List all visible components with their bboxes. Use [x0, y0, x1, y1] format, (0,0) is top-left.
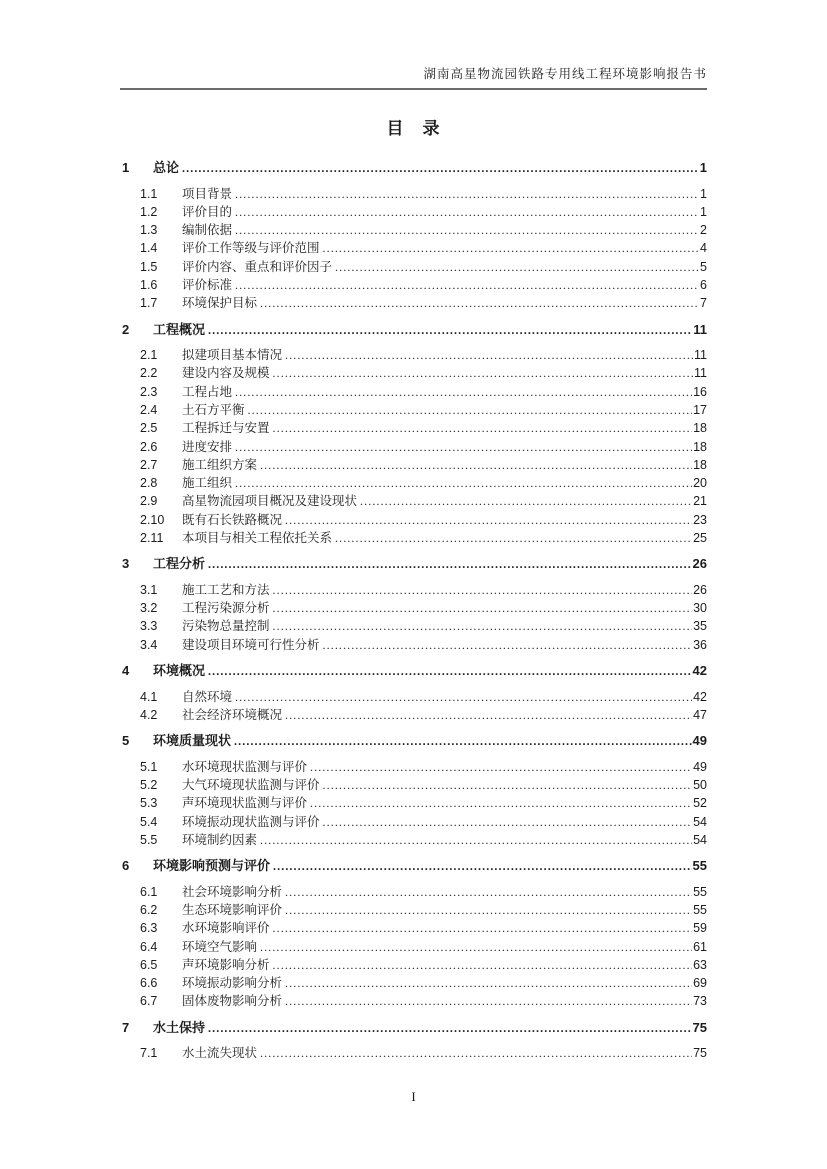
toc-entry-3.2[interactable]	[122, 599, 707, 617]
toc-entry-5.2[interactable]	[122, 776, 707, 794]
toc-entry-number: 3.4	[140, 637, 158, 652]
toc-entry-page: 75	[693, 1046, 707, 1061]
toc-entry-title: 社会经济环境概况	[182, 707, 283, 722]
toc-entry-title: 固体废物影响分析	[182, 994, 283, 1009]
toc-chapter-block-1	[122, 158, 707, 313]
toc-entry-title: 环境振动现状监测与评价	[182, 814, 320, 829]
toc-entry-title: 评价目的	[182, 204, 233, 219]
dot-leader	[320, 239, 700, 257]
toc-chapter-block-2	[122, 320, 707, 548]
toc-entry-title: 本项目与相关工程依托关系	[182, 531, 333, 546]
toc-entry-number: 7.1	[140, 1046, 158, 1061]
toc-entry-number: 5.1	[140, 759, 158, 774]
toc-entry-page: 21	[693, 494, 707, 509]
toc-entry-title: 水土流失现状	[182, 1046, 258, 1061]
toc-entry-number: 1.2	[140, 204, 158, 219]
toc-entry-number: 5.4	[140, 814, 158, 829]
dot-leader	[282, 901, 692, 919]
toc-entry-page: 1	[700, 204, 707, 219]
toc-entry-page: 63	[693, 957, 707, 972]
toc-entry-1.3[interactable]	[122, 221, 707, 239]
dot-leader	[282, 992, 692, 1010]
toc-entry-title: 环境制约因素	[182, 832, 258, 847]
toc-entry-number: 1.1	[140, 186, 158, 201]
dot-leader	[205, 555, 692, 574]
toc-entry-number: 4.1	[140, 689, 158, 704]
toc-entry-page: 20	[693, 476, 707, 491]
dot-leader	[320, 636, 693, 654]
toc-entry-page: 18	[693, 457, 707, 472]
dot-leader	[205, 662, 692, 681]
toc-entry-page: 69	[693, 976, 707, 991]
toc-entry-title: 大气环境现状监测与评价	[182, 777, 320, 792]
toc-entry-title: 项目背景	[182, 186, 233, 201]
toc-entry-page: 59	[693, 921, 707, 936]
toc-entry-number: 3	[122, 556, 130, 572]
toc-entry-title: 工程概况	[153, 321, 206, 337]
dot-leader	[257, 294, 699, 312]
toc-entry-number: 7	[122, 1019, 130, 1035]
dot-leader	[257, 1044, 692, 1062]
toc-entry-title: 进度安排	[182, 439, 233, 454]
toc-entry-title: 环境概况	[153, 663, 206, 679]
toc-entry-number: 1.4	[140, 241, 158, 256]
toc-entry-4.2[interactable]	[122, 706, 707, 724]
dot-leader	[257, 938, 692, 956]
toc-entry-title: 工程污染源分析	[182, 601, 270, 616]
toc-chapter-2[interactable]	[122, 320, 707, 340]
toc-entry-title: 污染物总量控制	[182, 619, 270, 634]
toc-entry-5.3[interactable]	[122, 794, 707, 812]
toc-entry-number: 5	[122, 733, 130, 749]
toc-entry-page: 54	[693, 814, 707, 829]
dot-leader	[270, 581, 693, 599]
toc-entry-number: 1.5	[140, 259, 158, 274]
toc-entry-number: 6	[122, 858, 130, 874]
toc-entry-page: 11	[693, 321, 707, 337]
toc-entry-title: 环境空气影响	[182, 939, 258, 954]
table-of-contents	[122, 151, 707, 1062]
toc-entry-title: 自然环境	[182, 689, 233, 704]
toc-chapter-block-7	[122, 1018, 707, 1063]
toc-entry-number: 4	[122, 663, 130, 679]
page-title: 目 录	[386, 119, 441, 138]
toc-entry-title: 建设内容及规模	[182, 366, 270, 381]
toc-entry-title: 水环境现状监测与评价	[182, 759, 308, 774]
toc-entry-number: 2.7	[140, 457, 158, 472]
dot-leader	[270, 419, 693, 437]
dot-leader	[307, 758, 692, 776]
dot-leader	[245, 401, 693, 419]
toc-entry-6.6[interactable]	[122, 974, 707, 992]
dot-leader	[282, 706, 692, 724]
dot-leader	[270, 919, 693, 937]
dot-leader	[205, 321, 692, 340]
dot-leader	[232, 185, 699, 203]
dot-leader	[270, 857, 692, 876]
dot-leader	[232, 276, 699, 294]
toc-entry-page: 1	[700, 186, 707, 201]
toc-entry-2.2[interactable]	[122, 364, 707, 382]
toc-entry-number: 2.5	[140, 421, 158, 436]
toc-entry-number: 6.3	[140, 921, 158, 936]
toc-chapter-6[interactable]	[122, 856, 707, 876]
toc-entry-title: 环境影响预测与评价	[153, 858, 271, 874]
toc-entry-number: 6.6	[140, 976, 158, 991]
toc-entry-page: 49	[693, 759, 707, 774]
toc-entry-1.6[interactable]	[122, 276, 707, 294]
toc-entry-number: 2.1	[140, 348, 158, 363]
toc-entry-number: 2.10	[140, 512, 165, 527]
toc-entry-number: 3.3	[140, 619, 158, 634]
toc-chapter-block-5	[122, 731, 707, 849]
header-title: 湖南高星物流园铁路专用线工程环境影响报告书	[423, 67, 707, 81]
toc-entry-page: 42	[692, 663, 707, 679]
toc-entry-number: 6.4	[140, 939, 158, 954]
toc-entry-page: 52	[693, 796, 707, 811]
toc-entry-number: 2.6	[140, 439, 158, 454]
toc-entry-2.6[interactable]	[122, 438, 707, 456]
toc-entry-title: 拟建项目基本情况	[182, 348, 283, 363]
toc-entry-page: 17	[693, 402, 707, 417]
toc-entry-page: 11	[694, 348, 707, 363]
toc-entry-4.1[interactable]	[122, 688, 707, 706]
toc-entry-number: 5.3	[140, 796, 158, 811]
toc-chapter-block-4	[122, 661, 707, 724]
toc-entry-number: 1.6	[140, 277, 158, 292]
toc-entry-title: 工程分析	[153, 556, 206, 572]
toc-entry-page: 4	[700, 241, 707, 256]
dot-leader	[332, 529, 692, 547]
toc-entry-page: 26	[692, 556, 707, 572]
toc-entry-page: 47	[693, 707, 707, 722]
dot-leader	[270, 956, 693, 974]
toc-entry-page: 11	[694, 366, 707, 381]
toc-entry-3.3[interactable]	[122, 617, 707, 635]
page-number-footer: I	[411, 1089, 416, 1104]
toc-chapter-1[interactable]	[122, 158, 707, 178]
dot-leader	[270, 617, 693, 635]
toc-entry-1.7[interactable]	[122, 294, 707, 312]
toc-entry-title: 水环境影响评价	[182, 921, 270, 936]
toc-entry-number: 6.5	[140, 957, 158, 972]
toc-entry-title: 评价内容、重点和评价因子	[182, 259, 333, 274]
toc-entry-6.5[interactable]	[122, 956, 707, 974]
dot-leader	[205, 1019, 692, 1038]
toc-entry-title: 工程拆迁与安置	[182, 421, 270, 436]
dot-leader	[257, 831, 692, 849]
toc-entry-2.7[interactable]	[122, 456, 707, 474]
toc-entry-page: 75	[692, 1019, 707, 1035]
toc-entry-title: 社会环境影响分析	[182, 884, 283, 899]
toc-entry-number: 6.7	[140, 994, 158, 1009]
toc-entry-title: 建设项目环境可行性分析	[182, 637, 320, 652]
toc-entry-number: 3.1	[140, 582, 158, 597]
dot-leader	[232, 383, 692, 401]
toc-entry-page: 35	[693, 619, 707, 634]
toc-entry-number: 2.2	[140, 366, 158, 381]
toc-entry-title: 环境质量现状	[153, 733, 232, 749]
toc-entry-page: 16	[693, 384, 707, 399]
toc-entry-2.1[interactable]	[122, 346, 707, 364]
toc-entry-number: 2	[122, 321, 130, 337]
toc-entry-page: 23	[693, 512, 707, 527]
toc-entry-2.10[interactable]	[122, 511, 707, 529]
toc-entry-number: 5.5	[140, 832, 158, 847]
toc-entry-number: 5.2	[140, 777, 158, 792]
toc-entry-number: 1	[122, 160, 130, 175]
toc-entry-title: 评价工作等级与评价范围	[182, 241, 320, 256]
toc-entry-page: 26	[693, 582, 707, 597]
dot-leader	[231, 732, 692, 751]
toc-entry-page: 18	[693, 439, 707, 454]
toc-entry-title: 施工组织	[182, 476, 233, 491]
dot-leader	[320, 813, 693, 831]
dot-leader	[282, 883, 692, 901]
toc-entry-page: 50	[693, 777, 707, 792]
dot-leader	[307, 794, 692, 812]
toc-entry-5.1[interactable]	[122, 758, 707, 776]
toc-entry-2.11[interactable]	[122, 529, 707, 547]
dot-leader	[179, 159, 699, 178]
dot-leader	[232, 221, 699, 239]
toc-entry-page: 1	[699, 160, 707, 175]
toc-entry-page: 42	[693, 689, 707, 704]
toc-entry-page: 5	[700, 259, 707, 274]
toc-entry-title: 总论	[153, 160, 180, 175]
toc-entry-3.4[interactable]	[122, 636, 707, 654]
dot-leader	[270, 364, 694, 382]
toc-entry-page: 2	[700, 223, 707, 238]
toc-entry-6.1[interactable]	[122, 883, 707, 901]
toc-entry-title: 土石方平衡	[182, 402, 245, 417]
dot-leader	[270, 599, 693, 617]
toc-entry-1.1[interactable]	[122, 185, 707, 203]
toc-entry-title: 环境保护目标	[182, 296, 258, 311]
page-header	[120, 64, 707, 90]
toc-chapter-7[interactable]	[122, 1018, 707, 1038]
toc-entry-title: 施工组织方案	[182, 457, 258, 472]
toc-chapter-3[interactable]	[122, 554, 707, 574]
toc-chapter-block-3	[122, 554, 707, 654]
toc-entry-6.2[interactable]	[122, 901, 707, 919]
toc-entry-5.5[interactable]	[122, 831, 707, 849]
toc-entry-6.7[interactable]	[122, 992, 707, 1010]
dot-leader	[232, 688, 692, 706]
toc-entry-title: 既有石长铁路概况	[182, 512, 283, 527]
toc-entry-number: 4.2	[140, 707, 158, 722]
toc-entry-2.3[interactable]	[122, 383, 707, 401]
toc-entry-title: 高星物流园项目概况及建设现状	[182, 494, 358, 509]
toc-chapter-block-6	[122, 856, 707, 1011]
toc-entry-page: 61	[693, 939, 707, 954]
toc-entry-number: 3.2	[140, 601, 158, 616]
toc-chapter-5[interactable]	[122, 731, 707, 751]
toc-entry-6.3[interactable]	[122, 919, 707, 937]
toc-entry-page: 73	[693, 994, 707, 1009]
dot-leader	[282, 974, 692, 992]
toc-entry-2.9[interactable]	[122, 492, 707, 510]
toc-chapter-4[interactable]	[122, 661, 707, 681]
toc-entry-number: 2.3	[140, 384, 158, 399]
toc-entry-number: 6.2	[140, 902, 158, 917]
toc-entry-1.4[interactable]	[122, 239, 707, 257]
toc-entry-page: 36	[693, 637, 707, 652]
toc-entry-title: 生态环境影响评价	[182, 902, 283, 917]
toc-entry-title: 声环境影响分析	[182, 957, 270, 972]
toc-entry-page: 7	[700, 296, 707, 311]
toc-entry-3.1[interactable]	[122, 581, 707, 599]
toc-entry-title: 工程占地	[182, 384, 233, 399]
dot-leader	[282, 511, 692, 529]
dot-leader	[332, 258, 699, 276]
dot-leader	[357, 492, 692, 510]
dot-leader	[257, 456, 692, 474]
toc-entry-title: 声环境现状监测与评价	[182, 796, 308, 811]
dot-leader	[320, 776, 693, 794]
toc-entry-title: 环境振动影响分析	[182, 976, 283, 991]
toc-entry-7.1[interactable]	[122, 1044, 707, 1062]
dot-leader	[232, 438, 692, 456]
toc-entry-page: 18	[693, 421, 707, 436]
toc-entry-page: 30	[693, 601, 707, 616]
toc-entry-title: 评价标准	[182, 277, 233, 292]
toc-entry-page: 55	[692, 858, 707, 874]
toc-entry-page: 55	[693, 902, 707, 917]
dot-leader	[282, 346, 693, 364]
toc-entry-2.4[interactable]	[122, 401, 707, 419]
toc-entry-number: 6.1	[140, 884, 158, 899]
toc-entry-title: 编制依据	[182, 223, 233, 238]
toc-entry-5.4[interactable]	[122, 813, 707, 831]
toc-entry-page: 55	[693, 884, 707, 899]
toc-entry-number: 2.11	[140, 531, 164, 546]
toc-entry-page: 25	[693, 531, 707, 546]
toc-entry-page: 54	[693, 832, 707, 847]
toc-entry-number: 2.8	[140, 476, 158, 491]
toc-entry-page: 49	[692, 733, 707, 749]
toc-entry-title: 水土保持	[153, 1019, 206, 1035]
dot-leader	[232, 474, 692, 492]
toc-entry-number: 1.7	[140, 296, 158, 311]
toc-entry-title: 施工工艺和方法	[182, 582, 270, 597]
toc-entry-page: 6	[700, 277, 707, 292]
dot-leader	[232, 203, 699, 221]
toc-entry-6.4[interactable]	[122, 938, 707, 956]
toc-entry-2.8[interactable]	[122, 474, 707, 492]
toc-entry-2.5[interactable]	[122, 419, 707, 437]
toc-entry-number: 1.3	[140, 223, 158, 238]
toc-entry-number: 2.4	[140, 402, 158, 417]
toc-entry-1.2[interactable]	[122, 203, 707, 221]
toc-entry-number: 2.9	[140, 494, 158, 509]
toc-entry-1.5[interactable]	[122, 258, 707, 276]
